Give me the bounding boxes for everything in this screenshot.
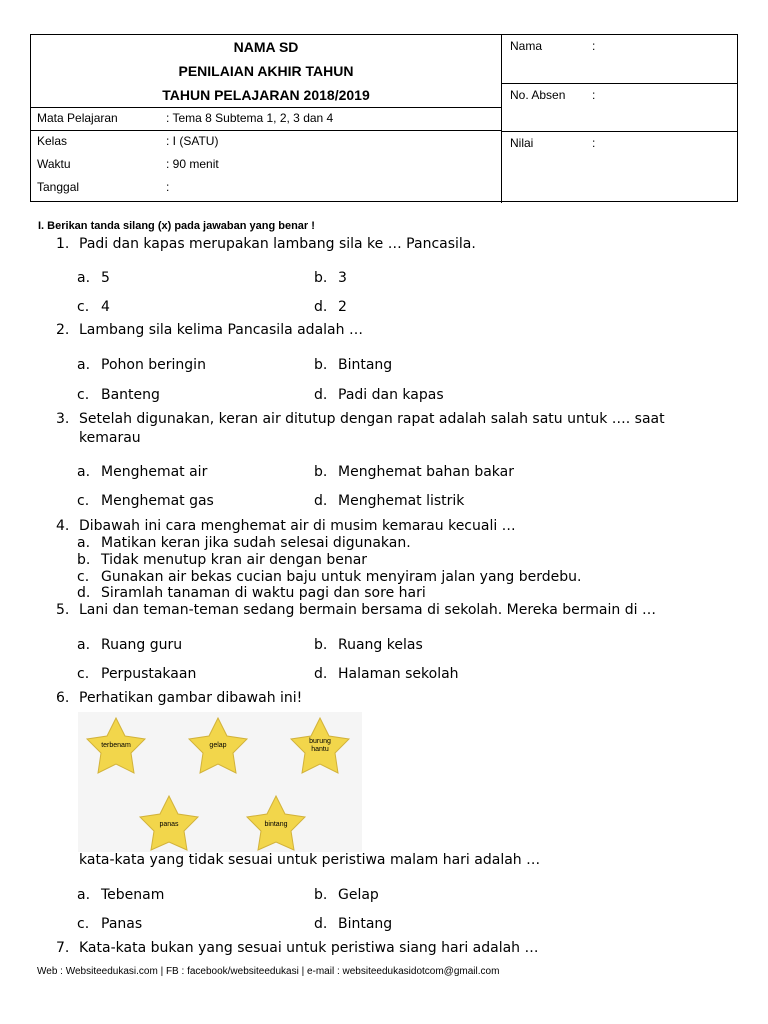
info-row-time: Waktu : 90 menit [37,157,219,171]
option-a: a. Pohon beringin [77,357,206,373]
option-d: d. Padi dan kapas [314,387,444,403]
option-a: a. 5 [77,270,110,286]
question-number: 5. [56,602,70,618]
academic-year: TAHUN PELAJARAN 2018/2019 [162,87,370,103]
exam-info-block [31,108,502,203]
question-text: Lani dan teman-teman sedang bermain bersama di sekolah. Mereka bermain di … [79,602,656,618]
question-text: Perhatikan gambar dibawah ini! [79,690,303,706]
question-text: Padi dan kapas merupakan lambang sila ke … Pancasila. [79,236,476,252]
option-d: d. Siramlah tanaman di waktu pagi dan sore hari [77,585,426,601]
name-field: Nama : [502,35,737,84]
exam-title: PENILAIAN AKHIR TAHUN [178,63,354,79]
option-b: b. Ruang kelas [314,637,423,653]
question-number: 6. [56,690,70,706]
question-text: Dibawah ini cara menghemat air di musim kemarau kecuali … [79,518,516,534]
question-text-continued: kemarau [79,430,141,446]
option-c: c. Menghemat gas [77,493,214,509]
option-d: d. Menghemat listrik [314,493,465,509]
star-label: panas [159,821,179,828]
question-number: 3. [56,411,70,427]
question-number: 1. [56,236,70,252]
star-label: burung [309,738,331,745]
question-text: Lambang sila kelima Pancasila adalah … [79,322,363,338]
option-b: b. Gelap [314,887,379,903]
question-text-continued: kata-kata yang tidak sesuai untuk peristiwa malam hari adalah … [79,852,541,868]
stars-picture [78,712,362,852]
star-label: hantu [311,746,329,753]
question-number: 2. [56,322,70,338]
option-b: b. Bintang [314,357,393,373]
option-d: d. Bintang [314,916,393,932]
option-a: a. Menghemat air [77,464,208,480]
absence-number-field: No. Absen : [502,84,737,132]
option-b: b. Menghemat bahan bakar [314,464,514,480]
question-number: 4. [56,518,70,534]
star-label: bintang [264,821,288,828]
school-title-block [31,35,502,108]
question-text: Kata-kata bukan yang sesuai untuk peristiwa siang hari adalah … [79,940,539,956]
option-c: c. 4 [77,299,110,315]
star-label: gelap [209,742,227,749]
header-box [30,34,738,202]
info-row-subject: Mata Pelajaran : Tema 8 Subtema 1, 2, 3 dan 4 [31,108,501,131]
option-c: c. Panas [77,916,143,932]
question-number: 7. [56,940,70,956]
star-label: terbenam [101,742,131,749]
option-a: a. Ruang guru [77,637,183,653]
section-instruction: I. Berikan tanda silang (x) pada jawaban yang benar ! [38,220,315,232]
option-d: d. 2 [314,299,347,315]
option-c: c. Banteng [77,387,160,403]
school-name: NAMA SD [233,39,299,55]
score-field: Nilai : [510,136,596,150]
footer-contact: Web : Websiteedukasi.com | FB : facebook/websiteedukasi | e-mail : websiteedukasidotcom@gmail.com [37,966,500,977]
option-a: a. Tebenam [77,887,165,903]
option-b: b. Tidak menutup kran air dengan benar [77,552,368,568]
option-d: d. Halaman sekolah [314,666,459,682]
option-a: a. Matikan keran jika sudah selesai digunakan. [77,535,411,551]
question-text: Setelah digunakan, keran air ditutup dengan rapat adalah salah satu untuk …. saat [79,411,665,427]
option-c: c. Gunakan air bekas cucian baju untuk menyiram jalan yang berdebu. [77,569,582,585]
option-b: b. 3 [314,270,347,286]
info-row-class: Kelas : I (SATU) [37,134,219,148]
student-info-block [502,35,737,201]
option-c: c. Perpustakaan [77,666,197,682]
info-row-date: Tanggal : [37,180,170,194]
